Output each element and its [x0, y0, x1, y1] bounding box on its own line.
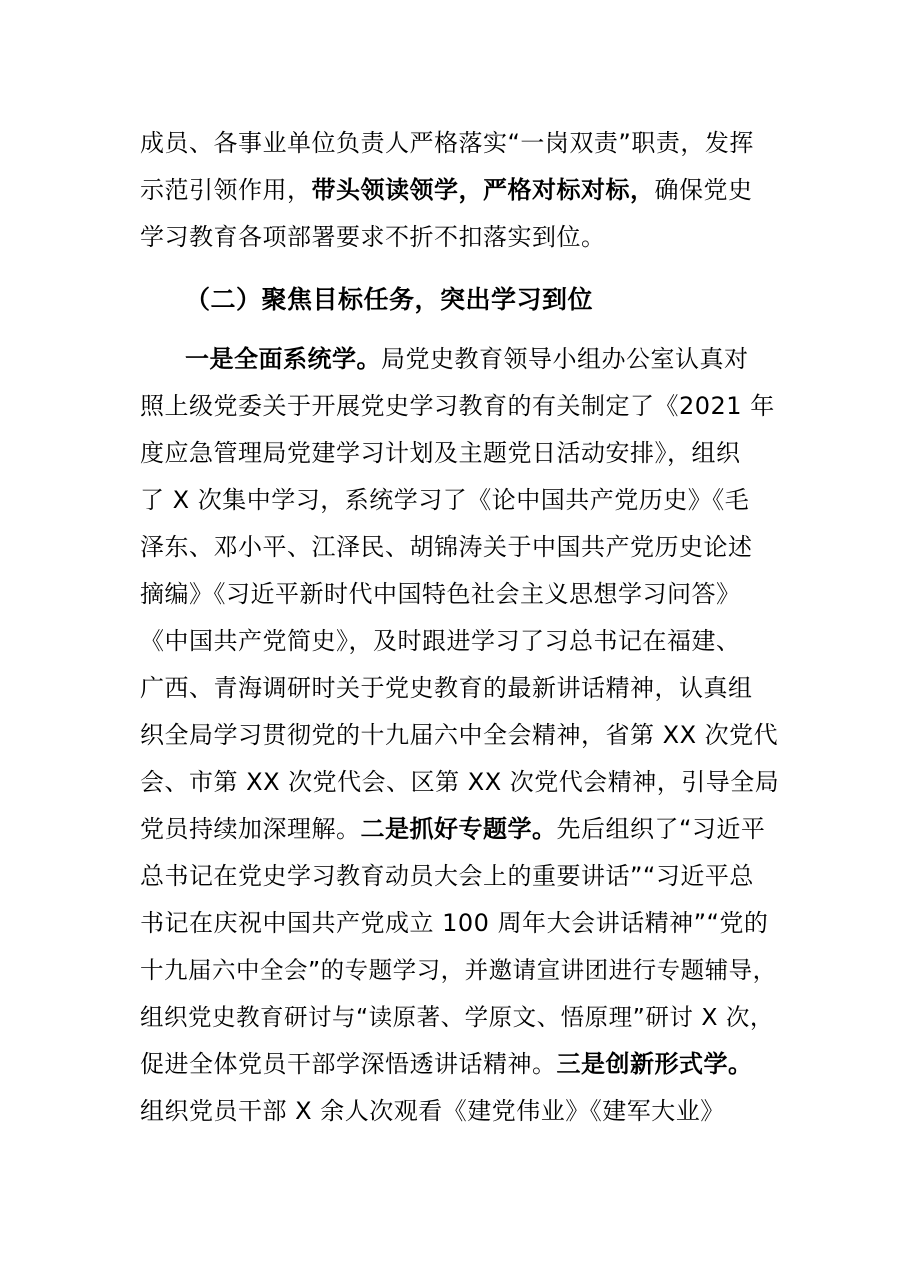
paragraph-line — [140, 853, 780, 900]
paragraph-line — [140, 712, 780, 759]
paragraph-line — [140, 477, 780, 524]
paragraph-line — [140, 806, 780, 853]
text-run: 组织党员干部 X 余人次观看《建党伟业》《建军大业》 — [140, 1097, 725, 1125]
paragraph-line — [140, 665, 780, 712]
paragraph-line — [140, 994, 780, 1041]
text-run: 了 X 次集中学习，系统学习了《论中国共产党历史》《毛 — [140, 486, 750, 514]
text-run: 示范引领作用， — [140, 176, 312, 204]
text-run: 织全局学习贯彻党的十九届六中全会精神，省第 XX 次党代 — [140, 721, 779, 749]
text-run: 广西、青海调研时关于党史教育的最新讲话精神，认真组 — [140, 674, 753, 702]
bold-text-run: 三是创新形式学。 — [556, 1050, 753, 1078]
text-run: 总书记在党史学习教育动员大会上的重要讲话”“习近平总 — [140, 862, 754, 890]
text-run: 会、市第 XX 次党代会、区第 XX 次党代会精神，引导全局 — [140, 768, 780, 796]
section-heading — [185, 276, 825, 323]
text-run: 局党史教育领导小组办公室认真对 — [381, 345, 749, 373]
text-run: 照上级党委关于开展党史学习教育的有关制定了《2021 年 — [140, 392, 775, 420]
text-run: 确保党史 — [654, 176, 753, 204]
paragraph-line — [140, 214, 780, 261]
paragraph-line — [140, 900, 780, 947]
paragraph-line — [185, 336, 780, 383]
paragraph-line — [140, 1088, 780, 1135]
text-run: 组织党史教育研讨与“读原著、学原文、悟原理”研讨 X 次， — [140, 1003, 774, 1031]
paragraph-line — [140, 759, 780, 806]
bold-text-run: 一是全面系统学。 — [185, 345, 381, 373]
paragraph-line — [140, 947, 780, 994]
text-run: 成员、各事业单位负责人严格落实“一岗双责”职责，发挥 — [140, 129, 754, 157]
text-run: 先后组织了“习近平 — [556, 815, 766, 843]
text-run: 泽东、邓小平、江泽民、胡锦涛关于中国共产党历史论述 — [140, 533, 753, 561]
paragraph-line — [140, 618, 780, 665]
bold-text-run: 带头领读领学，严格对标对标， — [311, 176, 655, 204]
text-run: 摘编》《习近平新时代中国特色社会主义思想学习问答》 — [140, 580, 741, 608]
paragraph-line — [140, 383, 780, 430]
text-run: 十九届六中全会”的专题学习，并邀请宣讲团进行专题辅导， — [140, 956, 777, 984]
text-run: 促进全体党员干部学深悟透讲话精神。 — [140, 1050, 557, 1078]
bold-text-run: 二是抓好专题学。 — [360, 815, 557, 843]
heading-text: （二）聚焦目标任务，突出学习到位 — [185, 285, 594, 314]
text-run: 书记在庆祝中国共产党成立 100 周年大会讲话精神”“党的 — [140, 909, 769, 937]
text-run: 党员持续加深理解。 — [140, 815, 361, 843]
paragraph-line — [140, 524, 780, 571]
paragraph-line — [140, 430, 780, 477]
paragraph-line — [140, 167, 780, 214]
text-run: 学习教育各项部署要求不折不扣落实到位。 — [140, 223, 606, 251]
paragraph-line — [140, 1041, 780, 1088]
paragraph-line — [140, 571, 780, 618]
text-run: 度应急管理局党建学习计划及主题党日活动安排》，组织 — [140, 439, 741, 467]
text-run: 《中国共产党简史》，及时跟进学习了习总书记在福建、 — [140, 627, 741, 655]
paragraph-line — [140, 120, 780, 167]
